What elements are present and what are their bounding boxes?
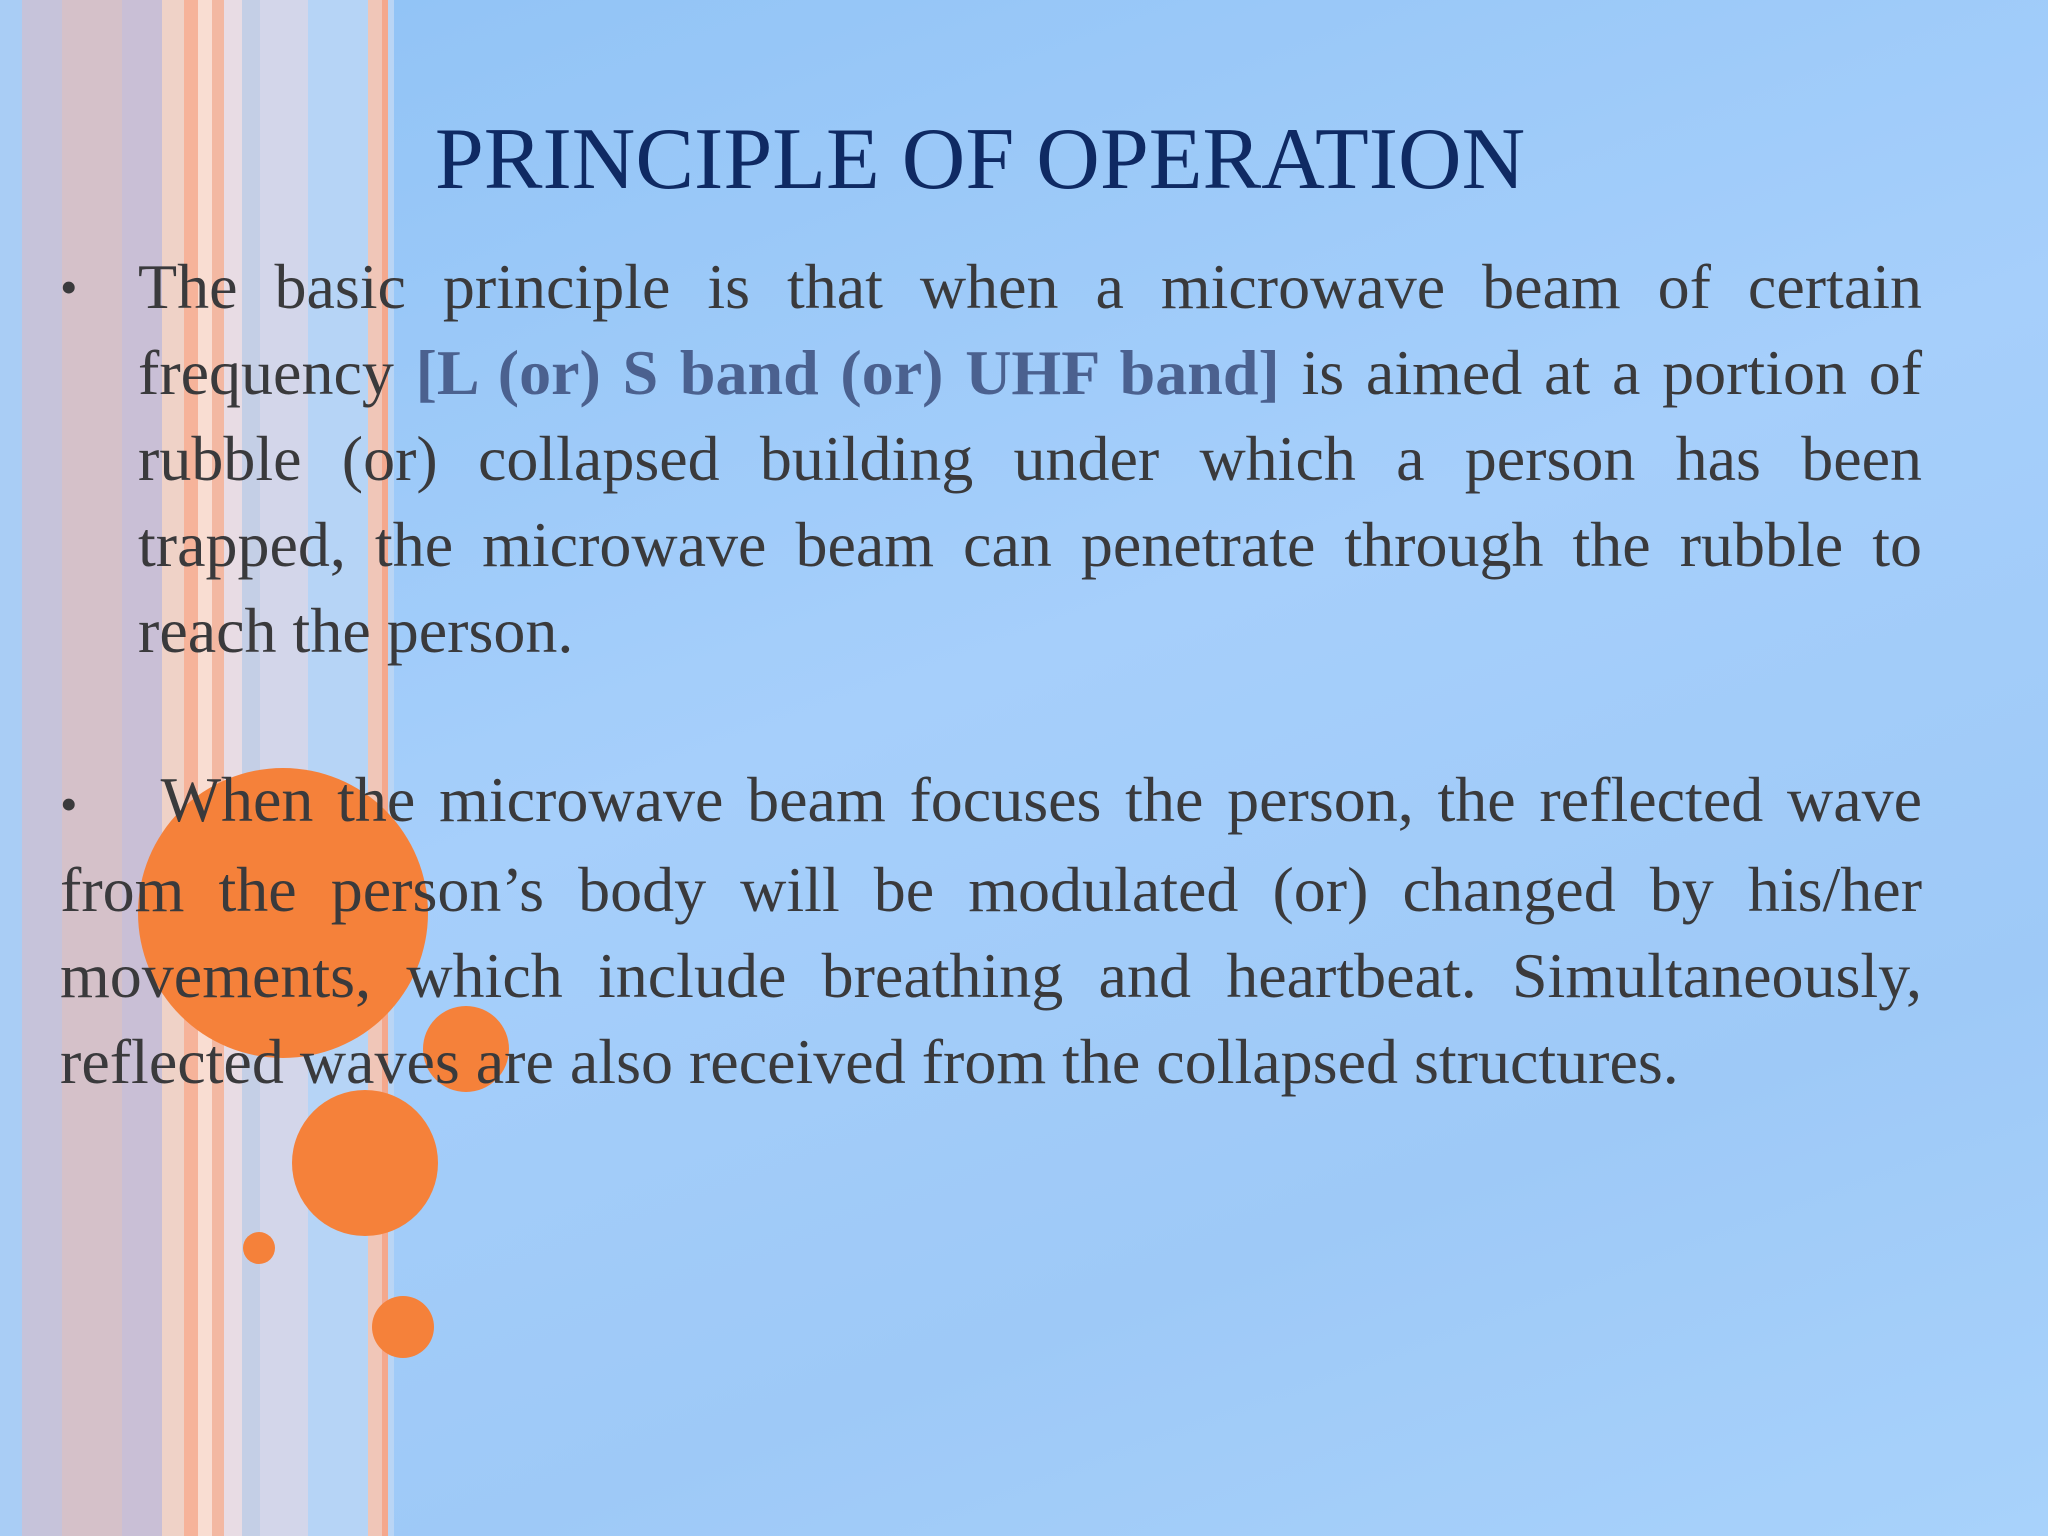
bullet-paragraph-1: [60, 244, 1922, 674]
decorative-circle: [292, 1090, 438, 1236]
bullet-symbol: •: [60, 259, 78, 315]
bullet-symbol: •: [60, 776, 78, 832]
paragraph-1-text-start: The basic principle is that when a microwave beam of certain frequency: [138, 251, 1922, 408]
paragraph-2-text: When the microwave beam focuses the person, the reflected wave from the person’s body will be modulated (or) changed by his/her movements, which include breathing and heartbeat. Simultaneously, reflected waves are also received from the collapsed structures.: [60, 764, 1922, 1097]
paragraph-1-text-end: is aimed at a portion of rubble (or) collapsed building under which a person has been trapped, the microwave beam can penetrate through the rubble to reach the person.: [138, 337, 1923, 666]
stripe: [0, 0, 22, 1536]
bullet-item: [60, 244, 1922, 674]
frequency-band-highlight: [L (or) S band (or) UHF band]: [415, 337, 1280, 408]
decorative-circle: [243, 1232, 275, 1264]
stripe: [22, 0, 62, 1536]
bullet-paragraph-2: [60, 757, 1922, 1105]
slide-title: PRINCIPLE OF OPERATION: [434, 111, 1526, 208]
decorative-circle: [372, 1296, 434, 1358]
